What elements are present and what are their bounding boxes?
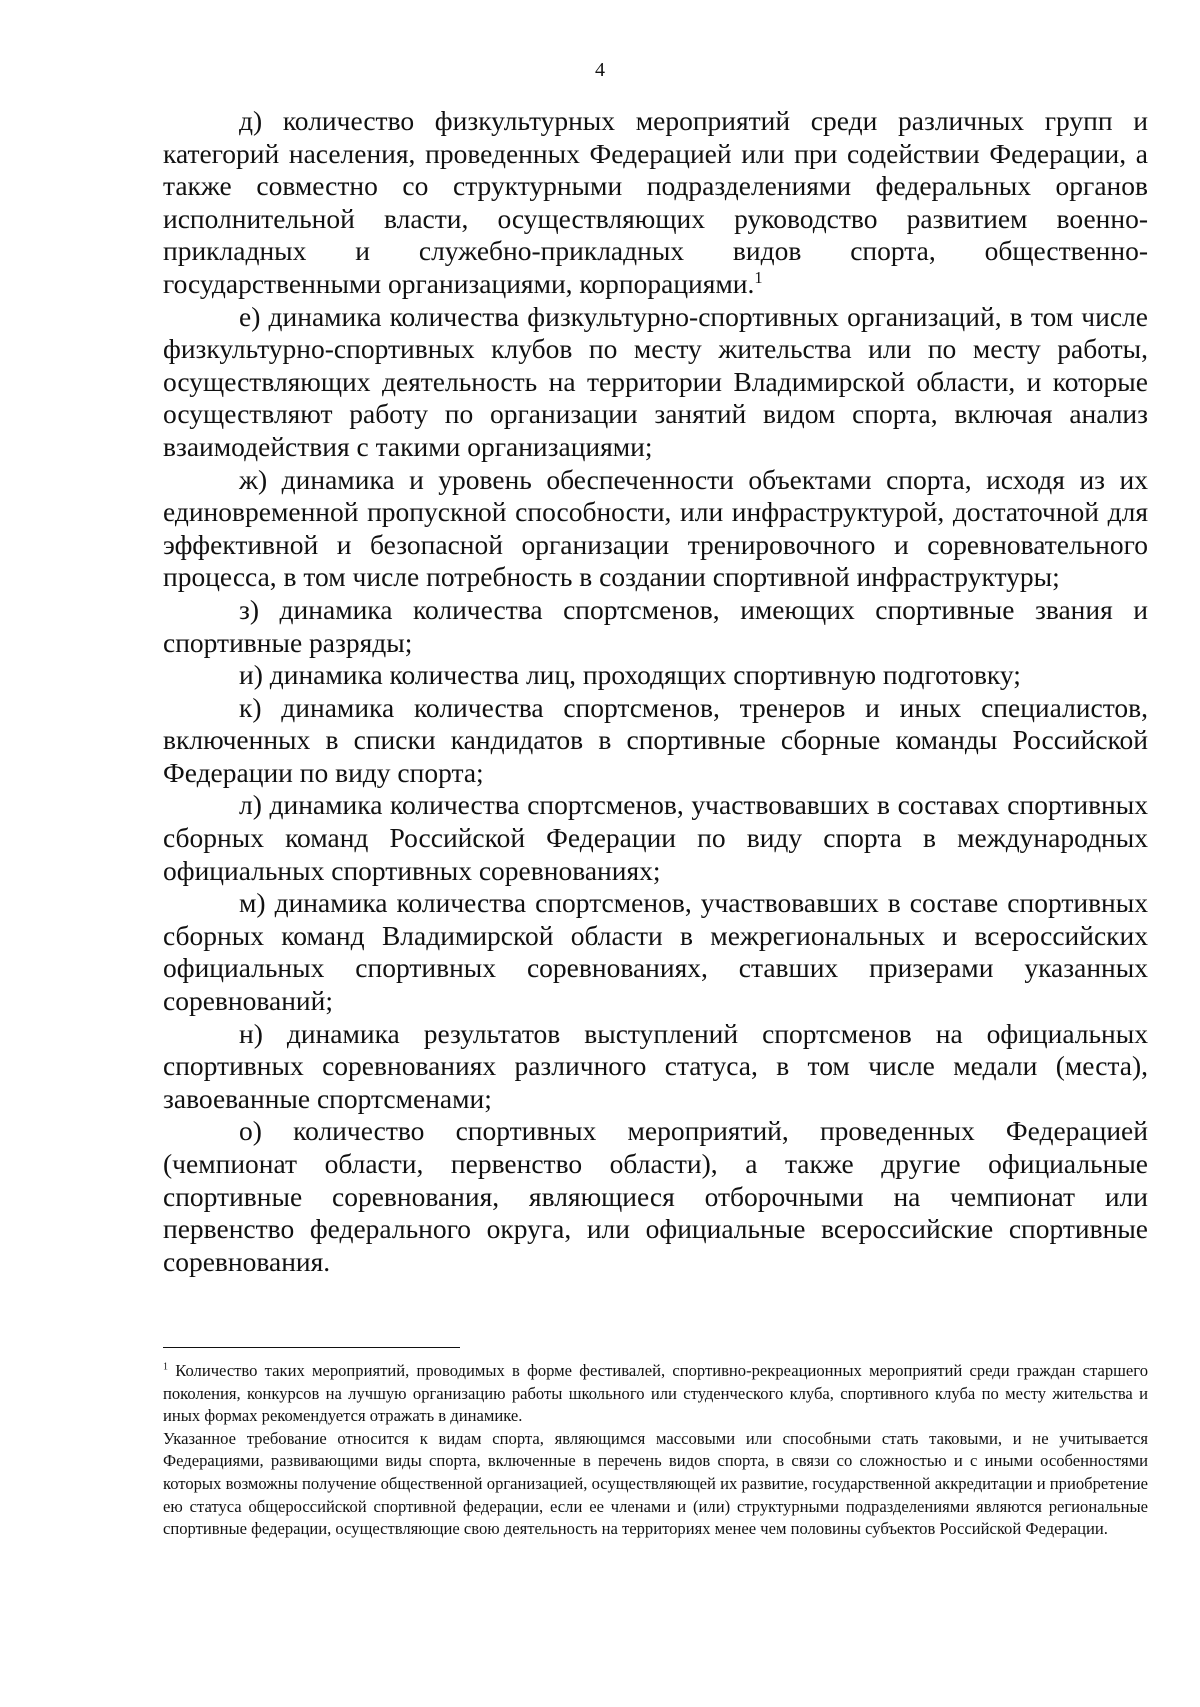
paragraph-l: л) динамика количества спортсменов, участвовавших в составах спортивных сборных команд Российской Федерации по виду спорта в международных официальных спортивных соревнованиях; (163, 789, 1148, 886)
paragraph-n: н) динамика результатов выступлений спортсменов на официальных спортивных соревнованиях различного статуса, в том числе медали (места), завоеванные спортсменами; (163, 1017, 1148, 1114)
footnote-marker: 1 (163, 1361, 168, 1373)
footnotes (163, 1360, 1148, 1541)
footnote-text: Указанное требование относится к видам спорта, являющимся массовыми или способными стать таковыми, и не учитывается Федерациями, развивающими виды спорта, включенные в перечень видов спорта, в связи со сложностью и с иными особенностями которых возможны получение общественной организацией, осуществляющей их развитие, государственной аккредитации и приобретение ею статуса общероссийской спортивной федерации, если ее членами и (или) структурными подразделениями являются региональные спортивные федерации, осуществляющие свою деятельность на территориях менее чем половины субъектов Российской Федерации. (163, 1428, 1148, 1539)
page-number: 4 (595, 59, 605, 81)
main-text (163, 105, 1148, 1278)
paragraph-o: о) количество спортивных мероприятий, проведенных Федерацией (чемпионат области, первенство области), а также другие официальные спортивные соревнования, являющиеся отборочными на чемпионат или первенство федерального округа, или официальные всероссийские спортивные соревнования. (163, 1115, 1148, 1277)
paragraph-m: м) динамика количества спортсменов, участвовавших в составе спортивных сборных команд Владимирской области в межрегиональных и всероссийских официальных спортивных соревнованиях, ставших призерами указанных соревнований; (163, 887, 1148, 1017)
footnote-divider (163, 1347, 460, 1348)
paragraph-k: к) динамика количества спортсменов, тренеров и иных специалистов, включенных в списки кандидатов в спортивные сборные команды Российской Федерации по виду спорта; (163, 691, 1148, 788)
footnote-reference[interactable]: 1 (754, 267, 763, 287)
paragraph-e: е) динамика количества физкультурно-спортивных организаций, в том числе физкультурно-спортивных клубов по месту жительства или по месту работы, осуществляющих деятельность на территории Владимирской области, и которые осуществляют работу по организации занятий видом спорта, включая анализ взаимодействия с такими организациями; (163, 300, 1148, 462)
footnote-1 (163, 1360, 1148, 1428)
paragraph-d (163, 105, 1148, 301)
paragraph-z: з) динамика количества спортсменов, имеющих спортивные звания и спортивные разряды; (163, 593, 1148, 658)
paragraph-i: и) динамика количества лиц, проходящих спортивную подготовку; (239, 659, 1021, 691)
paragraph-zh: ж) динамика и уровень обеспеченности объектами спорта, исходя из их единовременной пропускной способности, или инфраструктурой, достаточной для эффективной и безопасной организации тренировочного и соревновательного процесса, в том числе потребность в создании спортивной инфраструктуры; (163, 463, 1148, 593)
footnote-1-continuation (163, 1428, 1148, 1541)
paragraph-text: д) количество физкультурных мероприятий среди различных групп и категорий населения, проведенных Федерацией или при содействии Федерации, а также совместно со структурными подразделениями федеральных органов исполнительной власти, осуществляющих руководство развитием военно-прикладных и служебно-прикладных видов спорта, общественно-государственными организациями, корпорациями. (163, 105, 1148, 299)
footnote-text: Количество таких мероприятий, проводимых в форме фестивалей, спортивно-рекреационных мероприятий среди граждан старшего поколения, конкурсов на лучшую организацию работы школьного или студенческого клуба, спортивного клуба по месту жительства и иных формах рекомендуется отражать в динамике. (163, 1361, 1148, 1426)
